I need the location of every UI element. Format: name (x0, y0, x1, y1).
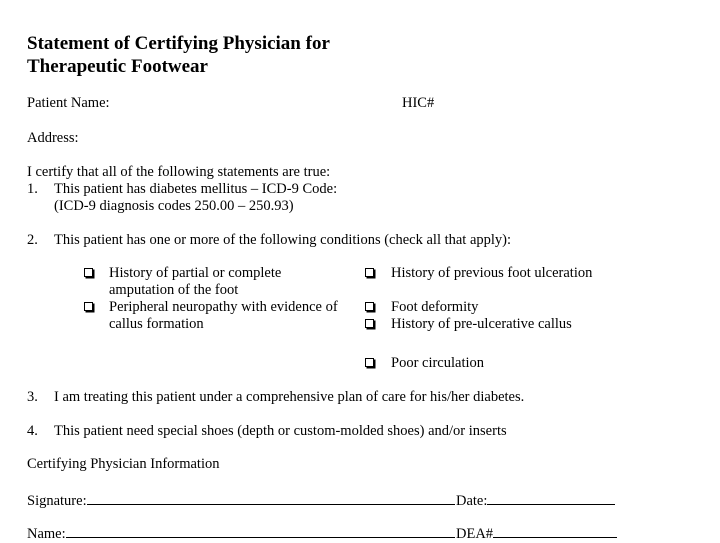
neuropathy-checkbox[interactable] (84, 302, 93, 311)
statement-2-number: 2. (27, 232, 38, 248)
dea-label: DEA# (456, 526, 494, 542)
condition-neuropathy-line-2: callus formation (109, 316, 204, 332)
signature-row (27, 490, 455, 510)
condition-circulation: Poor circulation (391, 355, 485, 371)
address-label: Address: (27, 130, 79, 146)
hic-label: HIC# (402, 95, 435, 111)
certify-text: I certify that all of the following statements are true: (27, 164, 331, 180)
patient-name-label: Patient Name: (27, 95, 110, 111)
dea-field[interactable] (493, 523, 617, 538)
date-field[interactable] (487, 490, 615, 505)
ulceration-checkbox[interactable] (365, 268, 374, 277)
deformity-checkbox[interactable] (365, 302, 374, 311)
physician-info-heading: Certifying Physician Information (27, 456, 220, 472)
signature-field[interactable] (87, 490, 455, 505)
statement-1-text: This patient has diabetes mellitus – ICD-9 Code: (54, 181, 338, 197)
physician-name-field[interactable] (66, 523, 455, 538)
form-title-line-2: Therapeutic Footwear (27, 56, 208, 77)
date-label: Date: (456, 493, 488, 509)
statement-1-subtext: (ICD-9 diagnosis codes 250.00 – 250.93) (54, 198, 294, 214)
dea-row (456, 523, 617, 543)
amputation-checkbox[interactable] (84, 268, 93, 277)
statement-2-text: This patient has one or more of the following conditions (check all that apply): (54, 232, 512, 248)
condition-amputation-line-1: History of partial or complete (109, 265, 282, 281)
statement-4-number: 4. (27, 423, 38, 439)
statement-1-number: 1. (27, 181, 38, 197)
name-row (27, 523, 455, 543)
statement-3-text: I am treating this patient under a comprehensive plan of care for his/her diabetes. (54, 389, 525, 405)
condition-ulceration: History of previous foot ulceration (391, 265, 593, 281)
condition-callus: History of pre-ulcerative callus (391, 316, 572, 332)
signature-label: Signature: (27, 493, 87, 509)
physician-name-label: Name: (27, 526, 66, 542)
condition-amputation-line-2: amputation of the foot (109, 282, 239, 298)
date-row (456, 490, 615, 510)
statement-4-text: This patient need special shoes (depth or custom-molded shoes) and/or inserts (54, 423, 507, 439)
circulation-checkbox[interactable] (365, 358, 374, 367)
condition-deformity: Foot deformity (391, 299, 479, 315)
callus-checkbox[interactable] (365, 319, 374, 328)
form-title-line-1: Statement of Certifying Physician for (27, 33, 330, 54)
condition-neuropathy-line-1: Peripheral neuropathy with evidence of (109, 299, 338, 315)
statement-3-number: 3. (27, 389, 38, 405)
